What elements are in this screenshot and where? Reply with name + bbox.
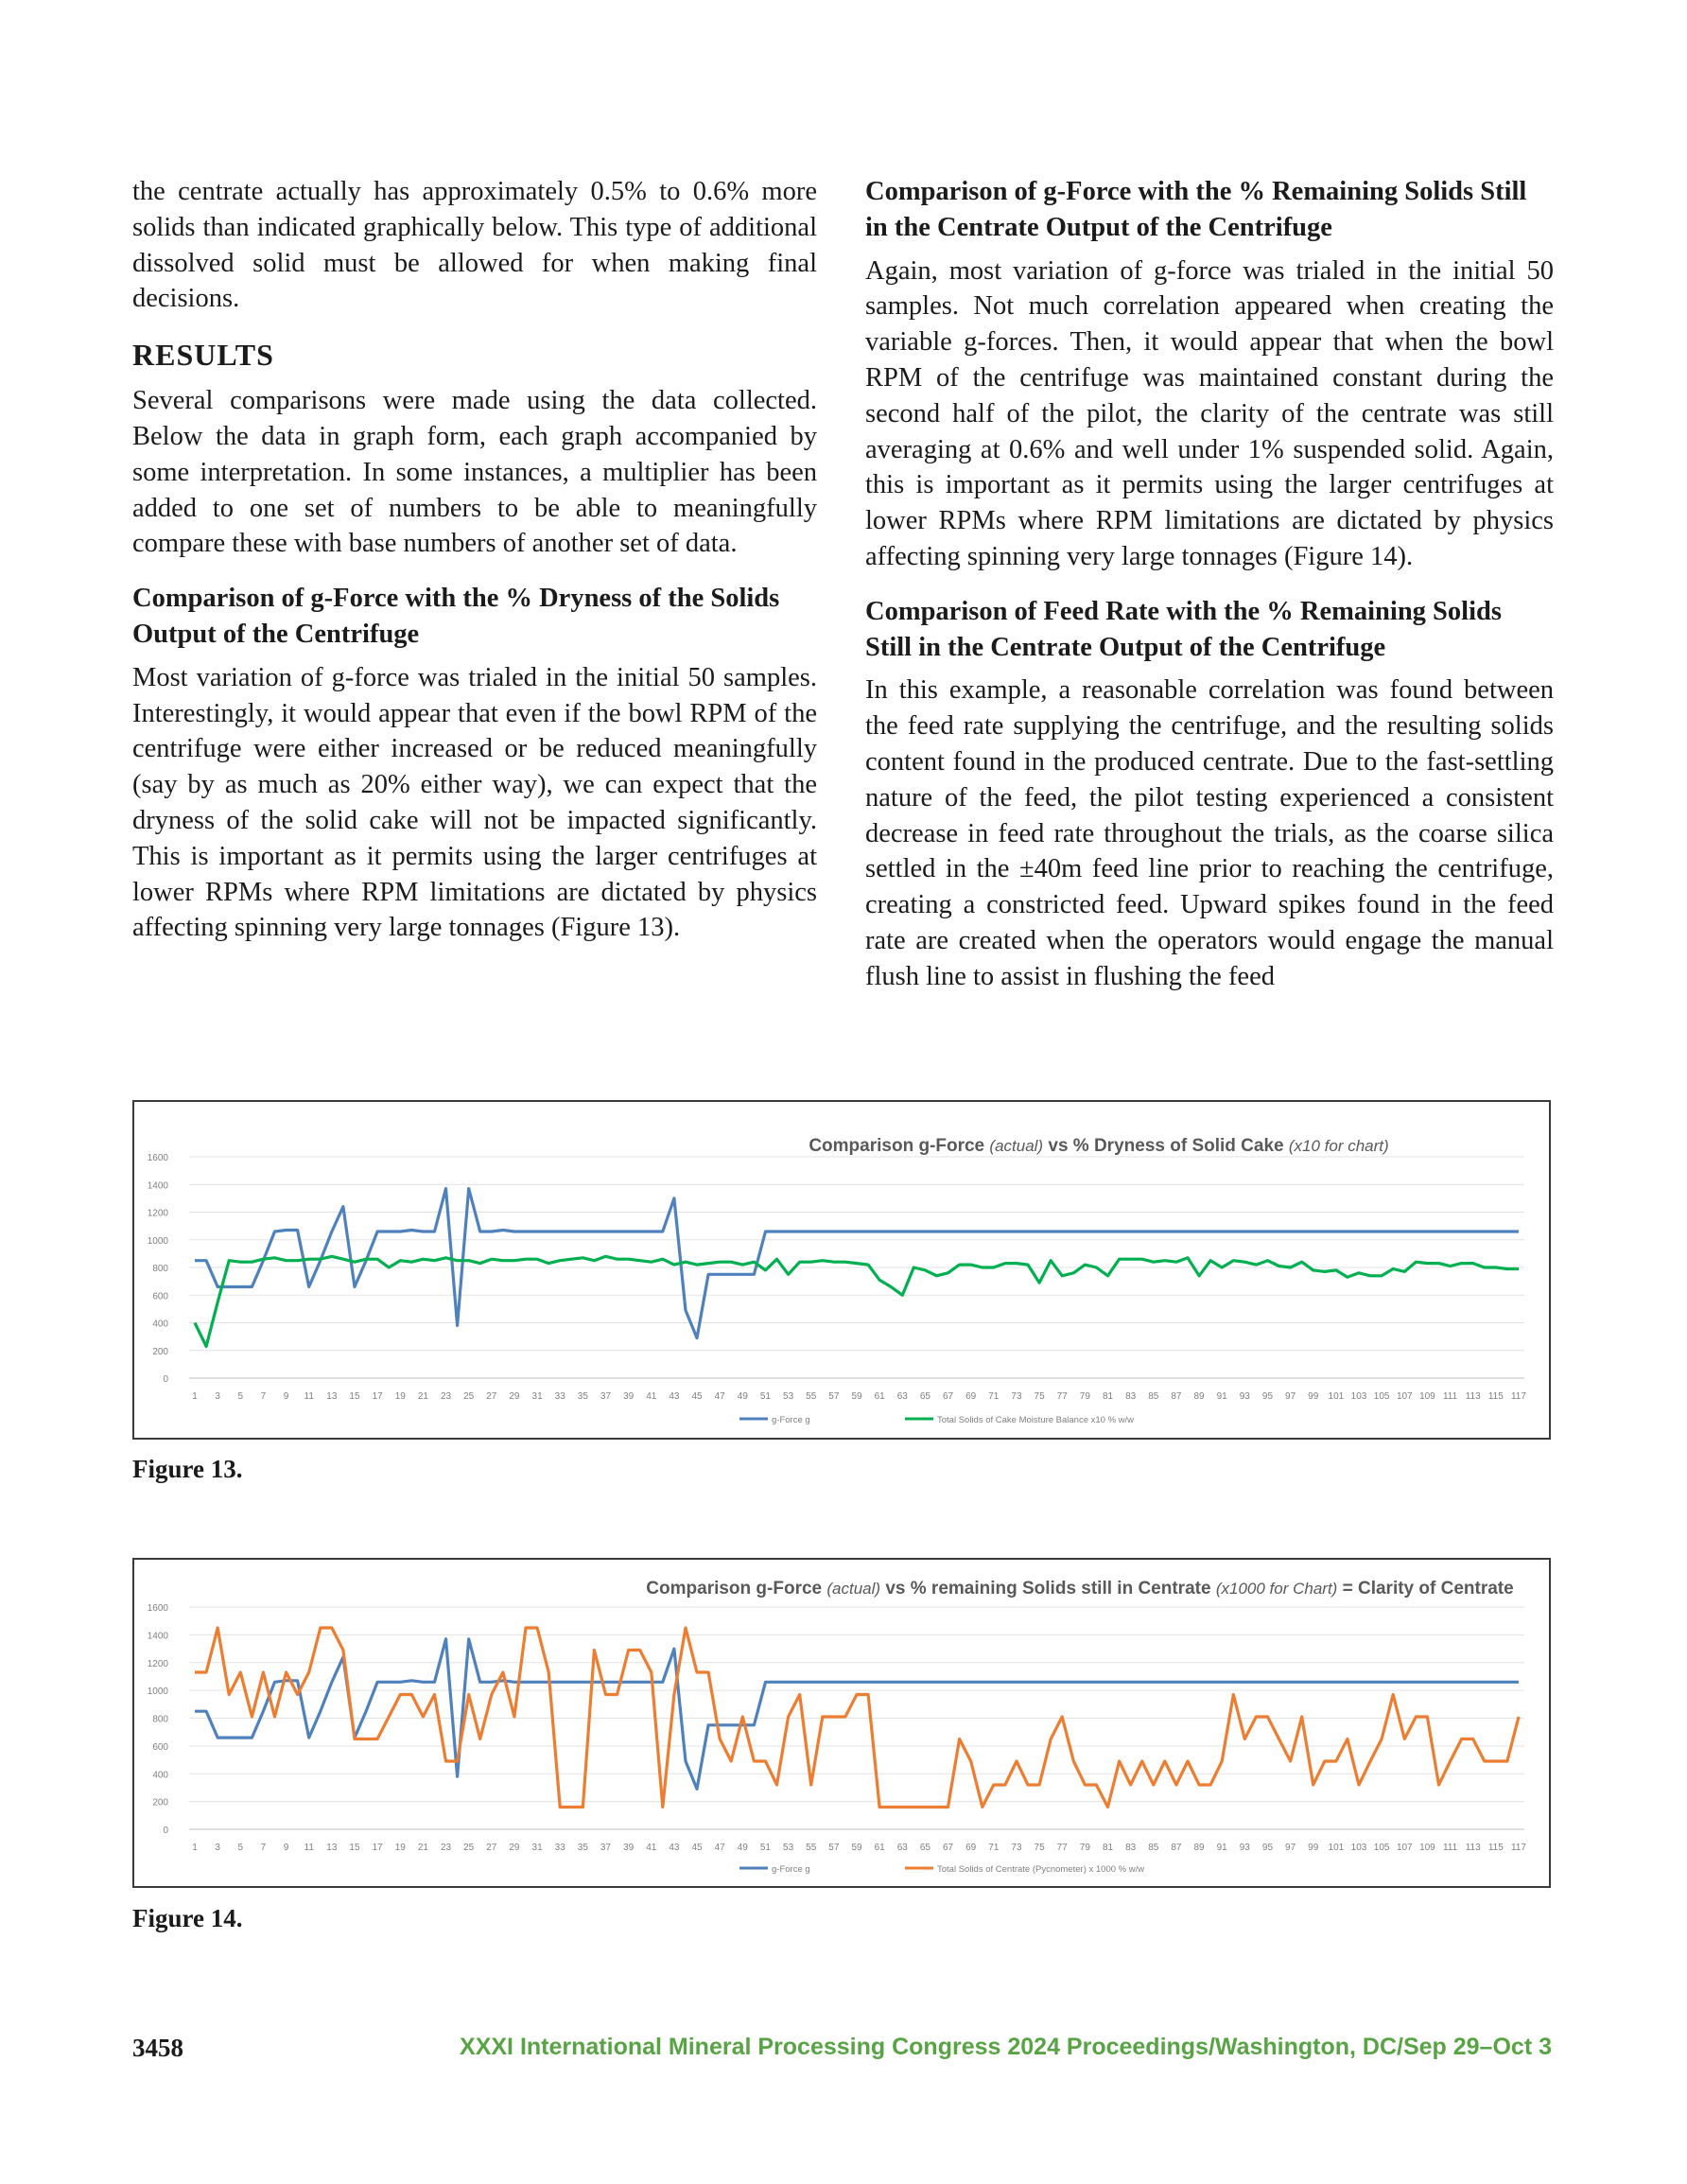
results-heading: RESULTS	[132, 338, 274, 373]
x-tick-label: 43	[669, 1391, 680, 1402]
legend-label: Total Solids of Centrate (Pycnometer) x 1000 % w/w	[937, 1864, 1145, 1875]
x-tick-label: 69	[965, 1843, 977, 1853]
x-tick-label: 73	[1011, 1391, 1022, 1402]
x-tick-label: 53	[783, 1391, 794, 1402]
x-tick-label: 111	[1442, 1391, 1458, 1402]
section-heading-feedrate-centrate: Comparison of Feed Rate with the % Remaining Solids Still in the Centrate Output of the Centrifuge	[865, 596, 1502, 662]
x-tick-label: 69	[965, 1391, 977, 1402]
x-tick-label: 103	[1350, 1843, 1367, 1853]
x-tick-label: 25	[463, 1391, 475, 1402]
x-tick-label: 89	[1193, 1843, 1205, 1853]
x-tick-label: 95	[1261, 1843, 1274, 1853]
x-tick-label: 41	[646, 1843, 657, 1853]
x-tick-label: 37	[600, 1391, 612, 1402]
chart-gforce-vs-dryness	[134, 1102, 1549, 1438]
chart-title-part: vs % remaining Solids still in Centrate	[880, 1579, 1216, 1599]
x-tick-label: 17	[372, 1843, 383, 1853]
x-tick-label: 113	[1465, 1843, 1481, 1853]
x-tick-label: 111	[1442, 1843, 1458, 1853]
x-tick-label: 5	[237, 1843, 244, 1853]
x-tick-label: 99	[1308, 1843, 1319, 1853]
x-tick-label: 19	[394, 1843, 406, 1853]
chart-title	[646, 1579, 1513, 1599]
x-tick-label: 13	[326, 1843, 338, 1853]
x-tick-label: 83	[1125, 1843, 1137, 1853]
x-tick-label: 75	[1034, 1391, 1045, 1402]
x-tick-label: 39	[623, 1391, 635, 1402]
right-column	[865, 174, 1554, 1014]
x-tick-label: 25	[463, 1843, 475, 1853]
x-tick-label: 53	[783, 1843, 794, 1853]
x-tick-label: 105	[1373, 1843, 1390, 1853]
y-tick-label: 1400	[147, 1180, 168, 1192]
x-tick-label: 27	[486, 1391, 497, 1402]
x-tick-label: 9	[283, 1843, 289, 1853]
x-tick-label: 79	[1079, 1391, 1090, 1402]
x-tick-label: 105	[1373, 1391, 1390, 1402]
x-tick-label: 85	[1148, 1391, 1159, 1402]
y-tick-label: 1600	[147, 1153, 168, 1163]
x-tick-label: 19	[394, 1391, 406, 1402]
x-tick-label: 43	[669, 1843, 680, 1853]
y-tick-label: 200	[152, 1346, 168, 1357]
legend-label: g-Force g	[772, 1864, 810, 1875]
x-tick-label: 7	[260, 1843, 267, 1853]
y-tick-label: 1000	[147, 1686, 168, 1698]
figure-14-caption: Figure 14.	[132, 1904, 243, 1932]
y-tick-label: 200	[152, 1797, 168, 1808]
chart-gforce-vs-centrate-solids	[134, 1560, 1549, 1886]
x-tick-label: 77	[1056, 1843, 1068, 1853]
section-paragraph-gforce-centrate: Again, most variation of g-force was trialed in the initial 50 samples. Not much correlation appeared when creating the variable g-forces. Then, it would appear that when the bowl RPM of the centrifuge was maintained constant during the second half of the pilot, the clarity of the centrate was still averaging at 0.6% and well under 1% suspended solid. Again, this is important as it permits using the larger centrifuges at lower RPMs where RPM limitations are dictated by physics affecting spinning very large tonnages (Figure 14).	[865, 255, 1554, 571]
chart-title-part: Comparison g-Force	[809, 1136, 990, 1156]
x-tick-label: 55	[806, 1843, 817, 1853]
x-tick-label: 71	[988, 1391, 1000, 1402]
x-tick-label: 15	[349, 1843, 360, 1853]
x-tick-label: 91	[1216, 1391, 1227, 1402]
legend-label: Total Solids of Cake Moisture Balance x10 % w/w	[937, 1415, 1135, 1425]
figure-14-chart	[132, 1558, 1551, 1888]
x-tick-label: 41	[646, 1391, 657, 1402]
section-paragraph-gforce-dryness: Most variation of g-force was trialed in the initial 50 samples. Interestingly, it would appear that even if the bowl RPM of the centrifuge were either increased or be reduced meaningfully (say by as much as 20% either way), we can expect that the dryness of the solid cake will not be impacted significantly. This is important as it permits using the larger centrifuges at lower RPMs where RPM limitations are dictated by physics affecting spinning very large tonnages (Figure 13).	[132, 662, 817, 943]
x-tick-label: 91	[1216, 1843, 1227, 1853]
proceedings-title: XXXI International Mineral Processing Congress 2024 Proceedings/Washington, DC/Sep 29–Oct 3	[460, 2034, 1552, 2060]
y-tick-label: 1600	[147, 1603, 168, 1614]
x-tick-label: 11	[304, 1843, 314, 1853]
x-tick-label: 47	[714, 1843, 725, 1853]
x-tick-label: 39	[623, 1843, 635, 1853]
x-tick-label: 15	[349, 1391, 360, 1402]
chart-title-part: (x10 for chart)	[1288, 1137, 1389, 1155]
x-tick-label: 1	[192, 1843, 198, 1853]
x-tick-label: 103	[1350, 1391, 1367, 1402]
x-tick-label: 47	[714, 1391, 725, 1402]
x-tick-label: 73	[1011, 1843, 1022, 1853]
intro-paragraph: the centrate actually has approximately 0.5% to 0.6% more solids than indicated graphically below. This type of additional dissolved solid must be allowed for when making final decisions.	[132, 177, 817, 314]
x-tick-label: 1	[192, 1391, 198, 1402]
x-tick-label: 109	[1419, 1391, 1435, 1402]
x-tick-label: 115	[1487, 1843, 1504, 1853]
x-tick-label: 11	[304, 1391, 314, 1402]
x-tick-label: 31	[531, 1843, 543, 1853]
x-tick-label: 75	[1034, 1843, 1045, 1853]
x-tick-label: 55	[806, 1391, 817, 1402]
x-tick-label: 117	[1510, 1391, 1526, 1402]
x-tick-label: 17	[372, 1391, 383, 1402]
x-tick-label: 57	[828, 1843, 840, 1853]
x-tick-label: 63	[896, 1843, 908, 1853]
x-tick-label: 59	[851, 1843, 862, 1853]
series-line-solids	[195, 1628, 1519, 1808]
chart-title-part: Comparison g-Force	[646, 1579, 827, 1599]
y-tick-label: 1200	[147, 1208, 168, 1219]
x-tick-label: 23	[440, 1391, 452, 1402]
x-tick-label: 21	[417, 1843, 428, 1853]
section-paragraph-feedrate-centrate: In this example, a reasonable correlation was found between the feed rate supplying the centrifuge, and the resulting solids content found in the produced centrate. Due to the fast-settling nature of the feed, the pilot testing experienced a consistent decrease in feed rate throughout the trials, as the coarse silica settled in the ±40m feed line prior to reaching the centrifuge, creating a constricted feed. Upward spikes found in the feed rate are created when the operators would engage the manual flush line to assist in flushing the feed	[865, 675, 1554, 991]
x-tick-label: 97	[1285, 1391, 1296, 1402]
x-tick-label: 93	[1239, 1391, 1250, 1402]
x-tick-label: 99	[1308, 1391, 1319, 1402]
x-tick-label: 45	[691, 1843, 703, 1853]
x-tick-label: 95	[1261, 1391, 1274, 1402]
legend-label: g-Force g	[772, 1415, 810, 1425]
y-tick-label: 0	[163, 1826, 168, 1836]
x-tick-label: 93	[1239, 1843, 1250, 1853]
x-tick-label: 5	[237, 1391, 244, 1402]
chart-title-part: (actual)	[826, 1580, 881, 1598]
x-tick-label: 81	[1102, 1391, 1114, 1402]
x-tick-label: 107	[1396, 1391, 1413, 1402]
figure-13-chart	[132, 1100, 1551, 1440]
x-tick-label: 117	[1510, 1843, 1526, 1853]
y-tick-label: 400	[152, 1319, 168, 1330]
series-line-solids	[195, 1256, 1519, 1346]
left-column	[132, 174, 817, 965]
x-tick-label: 85	[1148, 1843, 1159, 1853]
x-tick-label: 115	[1487, 1391, 1504, 1402]
x-tick-label: 23	[440, 1843, 452, 1853]
y-tick-label: 0	[163, 1374, 168, 1385]
x-tick-label: 33	[554, 1391, 565, 1402]
series-line-gforce	[195, 1639, 1519, 1790]
x-tick-label: 67	[942, 1391, 954, 1402]
x-tick-label: 31	[531, 1391, 543, 1402]
x-tick-label: 81	[1102, 1843, 1114, 1853]
x-tick-label: 79	[1079, 1843, 1090, 1853]
x-tick-label: 107	[1396, 1843, 1413, 1853]
x-tick-label: 67	[942, 1843, 954, 1853]
section-heading-gforce-centrate: Comparison of g-Force with the % Remaining Solids Still in the Centrate Output of the Centrifuge	[865, 177, 1527, 242]
x-tick-label: 83	[1125, 1391, 1137, 1402]
y-tick-label: 400	[152, 1770, 168, 1781]
x-tick-label: 27	[486, 1843, 497, 1853]
x-tick-label: 87	[1171, 1391, 1182, 1402]
y-tick-label: 1400	[147, 1631, 168, 1642]
x-tick-label: 29	[509, 1391, 520, 1402]
x-tick-label: 97	[1285, 1843, 1296, 1853]
chart-title-part: (actual)	[989, 1137, 1044, 1155]
y-tick-label: 600	[152, 1291, 168, 1302]
x-tick-label: 21	[417, 1391, 428, 1402]
x-tick-label: 109	[1419, 1843, 1435, 1853]
y-tick-label: 800	[152, 1264, 168, 1274]
x-tick-label: 49	[737, 1391, 748, 1402]
x-tick-label: 61	[874, 1843, 885, 1853]
results-paragraph: Several comparisons were made using the data collected. Below the data in graph form, each graph accompanied by some interpretation. In some instances, a multiplier has been added to one set of numbers to be able to meaningfully compare these with base numbers of another set of data.	[132, 386, 817, 559]
x-tick-label: 71	[988, 1843, 1000, 1853]
x-tick-label: 65	[919, 1391, 930, 1402]
x-tick-label: 33	[554, 1843, 565, 1853]
x-tick-label: 29	[509, 1843, 520, 1853]
x-tick-label: 51	[759, 1391, 772, 1402]
x-tick-label: 3	[215, 1843, 220, 1853]
y-tick-label: 1200	[147, 1658, 168, 1669]
x-tick-label: 87	[1171, 1843, 1182, 1853]
x-tick-label: 35	[577, 1843, 588, 1853]
x-tick-label: 35	[577, 1391, 588, 1402]
x-tick-label: 101	[1328, 1843, 1345, 1853]
x-tick-label: 13	[326, 1391, 338, 1402]
chart-title-part: (x1000 for Chart)	[1215, 1580, 1338, 1598]
figure-13-caption: Figure 13.	[132, 1455, 243, 1483]
x-tick-label: 65	[919, 1843, 930, 1853]
chart-title-part: vs % Dryness of Solid Cake	[1043, 1136, 1289, 1156]
x-tick-label: 57	[828, 1391, 840, 1402]
x-tick-label: 89	[1193, 1391, 1205, 1402]
y-tick-label: 800	[152, 1714, 168, 1725]
page-number: 3458	[132, 2034, 183, 2062]
x-tick-label: 37	[600, 1843, 612, 1853]
x-tick-label: 45	[691, 1391, 703, 1402]
x-tick-label: 61	[874, 1391, 885, 1402]
x-tick-label: 49	[737, 1843, 748, 1853]
x-tick-label: 59	[851, 1391, 862, 1402]
chart-title-part: = Clarity of Centrate	[1337, 1579, 1514, 1599]
y-tick-label: 600	[152, 1741, 168, 1753]
x-tick-label: 77	[1056, 1391, 1068, 1402]
chart-title	[809, 1136, 1388, 1156]
x-tick-label: 7	[260, 1391, 267, 1402]
x-tick-label: 101	[1328, 1391, 1345, 1402]
x-tick-label: 3	[215, 1391, 220, 1402]
section-heading-gforce-dryness: Comparison of g-Force with the % Dryness of the Solids Output of the Centrifuge	[132, 584, 780, 649]
x-tick-label: 9	[283, 1391, 289, 1402]
x-tick-label: 113	[1465, 1391, 1481, 1402]
x-tick-label: 63	[896, 1391, 908, 1402]
y-tick-label: 1000	[147, 1235, 168, 1247]
x-tick-label: 51	[759, 1843, 772, 1853]
